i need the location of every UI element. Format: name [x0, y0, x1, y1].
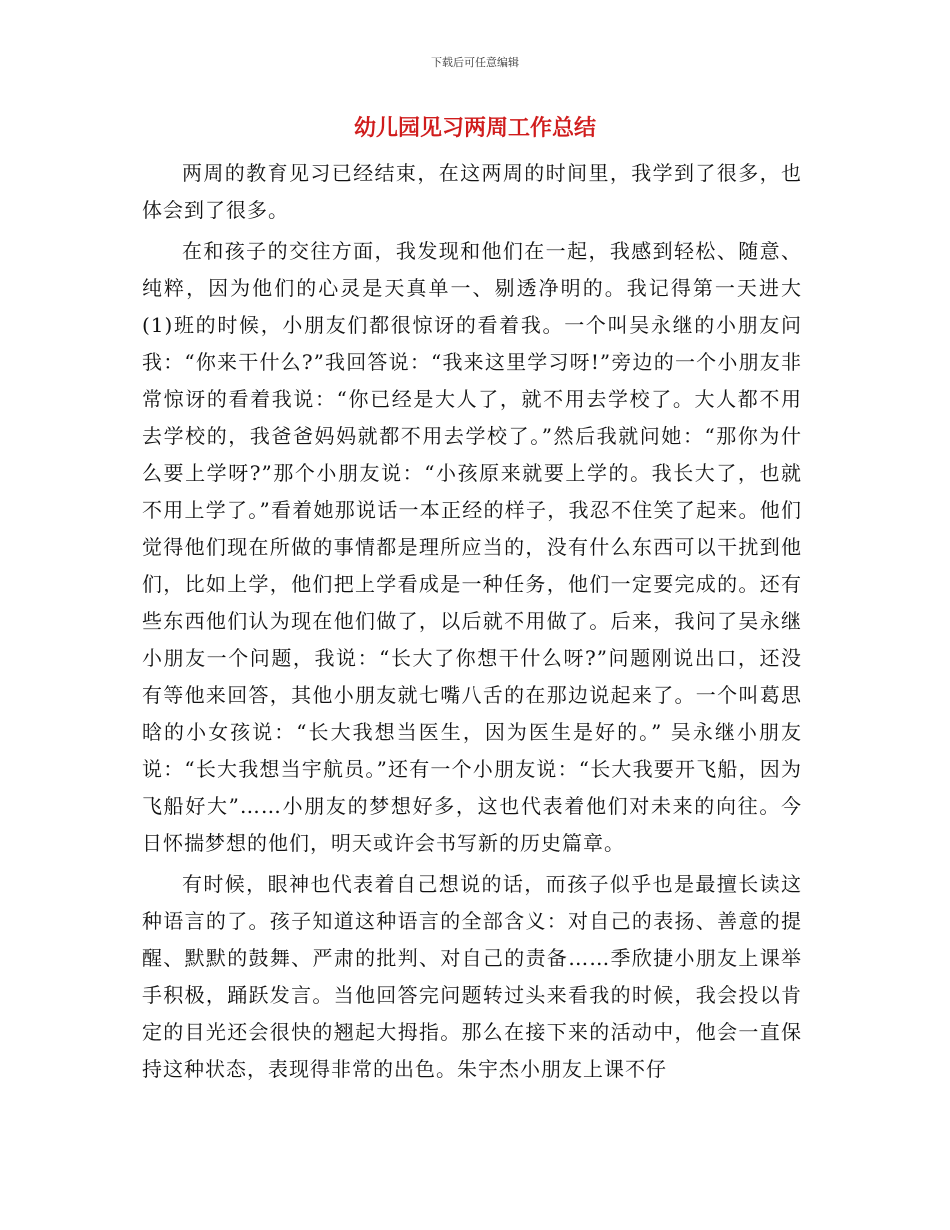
header-note: 下载后可任意编辑 — [431, 56, 519, 69]
document-body — [142, 155, 802, 1092]
paragraph: 有时候，眼神也代表着自己想说的话，而孩子似乎也是最擅长读这种语言的了。孩子知道这种语言的全部含义：对自己的表扬、善意的提醒、默默的鼓舞、严肃的批判、对自己的责备……季欣捷小朋友上课举手积极，踊跃发言。当他回答完问题转过头来看我的时候，我会投以肯定的目光还会很快的翘起大拇指。那么在接下来的活动中，他会一直保持这种状态，表现得非常的出色。朱宇杰小朋友上课不仔 — [142, 872, 802, 1081]
paragraph: 在和孩子的交往方面，我发现和他们在一起，我感到轻松、随意、纯粹，因为他们的心灵是天真单一、剔透净明的。我记得第一天进大(1)班的时候，小朋友们都很惊讶的看着我。一个叫吴永继的小朋友问我：“你来干什么?”我回答说：“我来这里学习呀!”旁边的一个小朋友非常惊讶的看着我说：“你已经是大人了，就不用去学校了。大人都不用去学校的，我爸爸妈妈就都不用去学校了。”然后我就问她：“那你为什么要上学呀?”那个小朋友说：“小孩原来就要上学的。我长大了，也就不用上学了。”看着她那说话一本正经的样子，我忍不住笑了起来。他们觉得他们现在所做的事情都是理所应当的，没有什么东西可以干扰到他们，比如上学，他们把上学看成是一种任务，他们一定要完成的。还有些东西他们认为现在他们做了，以后就不用做了。后来，我问了吴永继小朋友一个问题，我说：“长大了你想干什么呀?”问题刚说出口，还没有等他来回答，其他小朋友就七嘴八舌的在那边说起来了。一个叫葛思晗的小女孩说：“长大我想当医生，因为医生是好的。” 吴永继小朋友说：“长大我想当宇航员。”还有一个小朋友说：“长大我要开飞船，因为飞船好大”……小朋友的梦想好多，这也代表着他们对未来的向往。今日怀揣梦想的他们，明天或许会书写新的历史篇章。 — [142, 239, 802, 855]
document-title: 幼儿园见习两周工作总结 — [353, 115, 596, 141]
paragraph: 两周的教育见习已经结束，在这两周的时间里，我学到了很多，也体会到了很多。 — [142, 161, 802, 222]
